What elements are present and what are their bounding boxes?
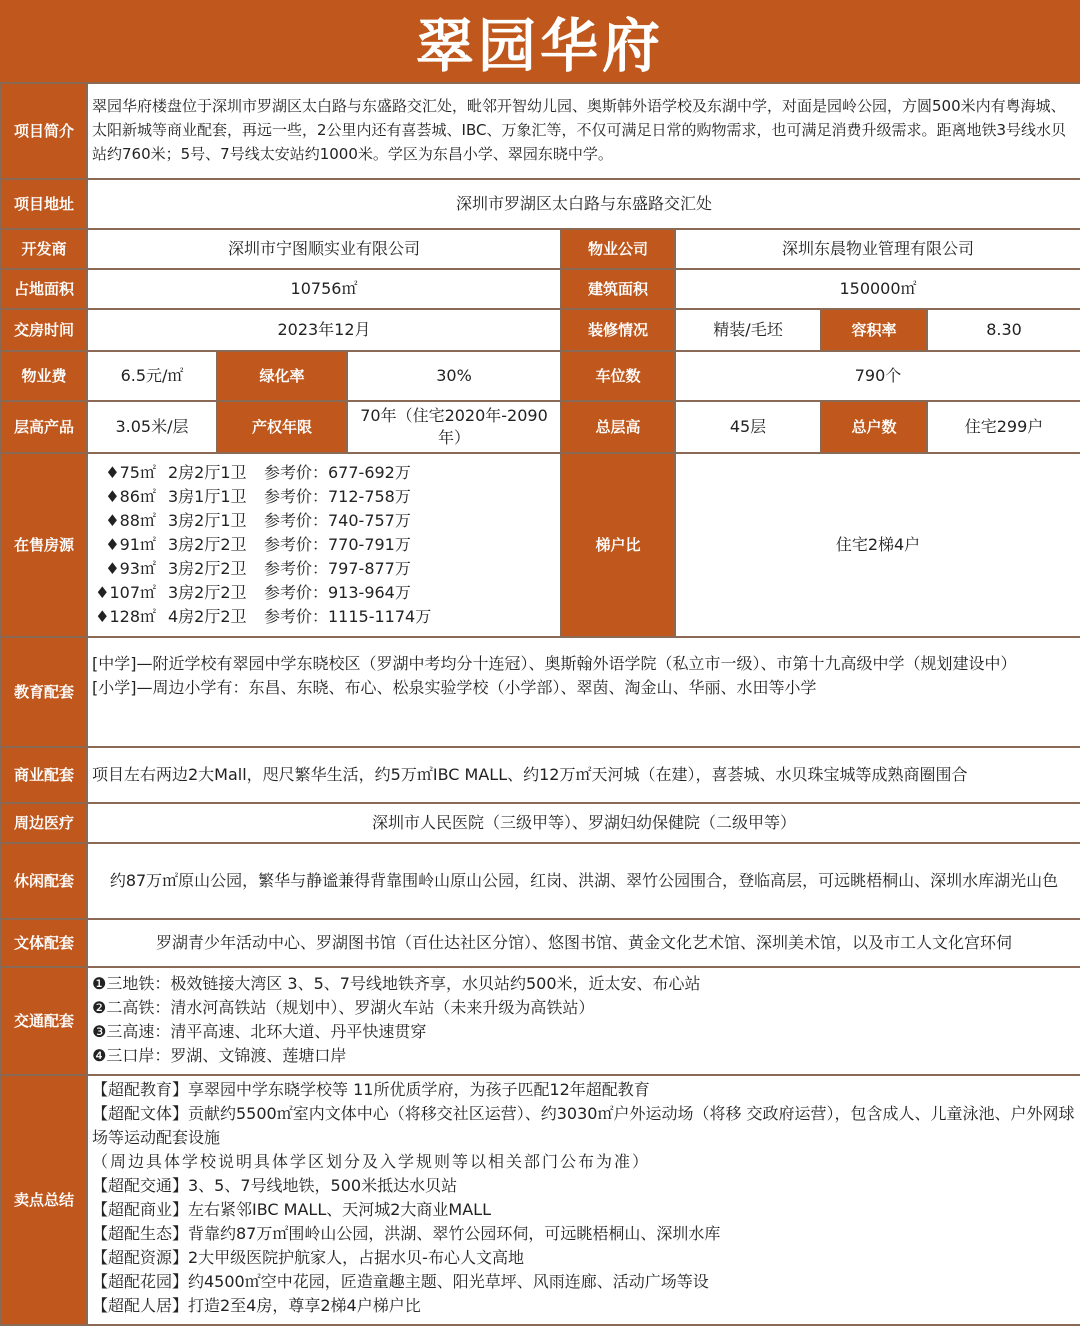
- unit-price: 参考价：740-757万: [264, 511, 411, 530]
- value-commerce: 项目左右两边2大Mall，咫尺繁华生活，约5万㎡IBC MALL、约12万㎡天河城（在建），喜荟城、水贝珠宝城等成熟商圈围合: [87, 747, 1080, 803]
- value-developer: 深圳市宁图顺实业有限公司: [87, 229, 561, 269]
- label-green-rate: 绿化率: [217, 351, 347, 401]
- edu-middle: [中学]—附近学校有翠园中学东晓校区（罗湖中考均分十连冠）、奥斯翰外语学院（私立市一级）、市第十九高级中学（规划建设中）: [92, 654, 1017, 673]
- value-elevator-ratio: 住宅2梯4户: [675, 453, 1080, 637]
- unit-price: 参考价：770-791万: [264, 535, 411, 554]
- unit-size: ♦107㎡: [95, 583, 156, 602]
- value-delivery: 2023年12月: [87, 309, 561, 351]
- label-tenure: 产权年限: [217, 401, 347, 453]
- row-leisure: [1, 843, 1080, 919]
- row-area: [1, 269, 1080, 309]
- value-total-floors: 45层: [675, 401, 821, 453]
- info-table: [0, 82, 1080, 1326]
- unit-item: [88, 509, 560, 533]
- value-green-rate: 30%: [347, 351, 561, 401]
- unit-price: 参考价：797-877万: [264, 559, 411, 578]
- summary-line: 【超配交通】3、5、7号线地铁，500米抵达水贝站: [92, 1176, 458, 1195]
- value-education: [87, 637, 1080, 747]
- value-decoration: 精装/毛坯: [675, 309, 821, 351]
- label-delivery: 交房时间: [1, 309, 87, 351]
- unit-type: 3房2厅2卫: [168, 583, 247, 602]
- label-land-area: 占地面积: [1, 269, 87, 309]
- value-parking: 790个: [675, 351, 1080, 401]
- label-parking: 车位数: [561, 351, 675, 401]
- label-property-fee: 物业费: [1, 351, 87, 401]
- label-traffic: 交通配套: [1, 967, 87, 1075]
- label-commerce: 商业配套: [1, 747, 87, 803]
- value-land-area: 10756㎡: [87, 269, 561, 309]
- unit-type: 3房2厅1卫: [168, 511, 247, 530]
- value-building-area: 150000㎡: [675, 269, 1080, 309]
- unit-size: ♦88㎡: [105, 511, 156, 530]
- label-decoration: 装修情况: [561, 309, 675, 351]
- label-floor-height: 层高产品: [1, 401, 87, 453]
- unit-type: 4房2厅2卫: [168, 607, 247, 626]
- summary-line: 【超配花园】约4500㎡空中花园，匠造童趣主题、阳光草坪、风雨连廊、活动广场等设: [92, 1272, 709, 1291]
- unit-size: ♦91㎡: [105, 535, 156, 554]
- label-intro: 项目简介: [1, 83, 87, 179]
- unit-type: 3房2厅2卫: [168, 559, 247, 578]
- unit-price: 参考价：1115-1174万: [264, 607, 432, 626]
- summary-line: 【超配商业】左右紧邻IBC MALL、天河城2大商业MALL: [92, 1200, 492, 1219]
- value-medical: 深圳市人民医院（三级甲等）、罗湖妇幼保健院（二级甲等）: [87, 803, 1080, 843]
- summary-line: 【超配文体】贡献约5500㎡室内文体中心（将移交社区运营）、约3030㎡户外运动场（将移 交政府运营），包含成人、儿童泳池、户外网球场等运动配套设施: [92, 1104, 1075, 1147]
- unit-item: [88, 533, 560, 557]
- label-address: 项目地址: [1, 179, 87, 229]
- unit-list-items: [88, 461, 560, 629]
- row-intro: [1, 83, 1080, 179]
- value-summary: [87, 1075, 1080, 1325]
- label-total-floors: 总层高: [561, 401, 675, 453]
- value-households: 住宅299户: [927, 401, 1080, 453]
- traffic-port: ❹三口岸：罗湖、文锦渡、莲塘口岸: [92, 1046, 347, 1065]
- unit-price: 参考价：677-692万: [264, 463, 411, 482]
- unit-item: [88, 581, 560, 605]
- value-intro: 翠园华府楼盘位于深圳市罗湖区太白路与东盛路交汇处，毗邻开智幼儿园、奥斯韩外语学校及东湖中学，对面是园岭公园，方圆500米内有粤海城、太阳新城等商业配套，再远一些，2公里内还有喜荟城、IBC、万象汇等，不仅可满足日常的购物需求，也可满足消费升级需求。距离地铁3号线水贝站约760米；5号、7号线太安站约1000米。学区为东昌小学、翠园东晓中学。: [87, 83, 1080, 179]
- unit-size: ♦128㎡: [95, 607, 156, 626]
- unit-size: ♦86㎡: [105, 487, 156, 506]
- unit-type: 2房2厅1卫: [168, 463, 247, 482]
- row-height: [1, 401, 1080, 453]
- row-biz: [1, 747, 1080, 803]
- summary-line: （周边具体学校说明具体学区划分及入学规则等以相关部门公布为准）: [92, 1152, 651, 1171]
- unit-item: [88, 605, 560, 629]
- traffic-metro: ❶三地铁：极效链接大湾区 3、5、7号线地铁齐享，水贝站约500米，近太安、布心站: [92, 974, 701, 993]
- label-summary: 卖点总结: [1, 1075, 87, 1325]
- label-building-area: 建筑面积: [561, 269, 675, 309]
- unit-item: [88, 461, 560, 485]
- value-address: 深圳市罗湖区太白路与东盛路交汇处: [87, 179, 1080, 229]
- unit-price: 参考价：913-964万: [264, 583, 411, 602]
- label-plot-ratio: 容积率: [821, 309, 927, 351]
- row-delivery: [1, 309, 1080, 351]
- value-floor-height: 3.05米/层: [87, 401, 217, 453]
- edu-primary: [小学]—周边小学有：东昌、东晓、布心、松泉实验学校（小学部）、翠茵、淘金山、华丽、水田等小学: [92, 678, 817, 697]
- label-culture: 文体配套: [1, 919, 87, 967]
- value-property-fee: 6.5元/㎡: [87, 351, 217, 401]
- summary-line: 【超配资源】2大甲级医院护航家人，占据水贝-布心人文高地: [92, 1248, 524, 1267]
- label-education: 教育配套: [1, 637, 87, 747]
- label-property-company: 物业公司: [561, 229, 675, 269]
- label-medical: 周边医疗: [1, 803, 87, 843]
- row-med: [1, 803, 1080, 843]
- unit-price: 参考价：712-758万: [264, 487, 411, 506]
- summary-line: 【超配教育】享翠园中学东晓学校等 11所优质学府，为孩子匹配12年超配教育: [92, 1080, 650, 1099]
- traffic-highway: ❸三高速：清平高速、北环大道、丹平快速贯穿: [92, 1022, 427, 1041]
- row-edu: [1, 637, 1080, 747]
- label-on-sale: 在售房源: [1, 453, 87, 637]
- value-leisure: 约87万㎡原山公园，繁华与静谧兼得背靠围岭山原山公园，红岗、洪湖、翠竹公园围合，登临高层，可远眺梧桐山、深圳水库湖光山色: [87, 843, 1080, 919]
- row-sale: [1, 453, 1080, 637]
- row-summary: [1, 1075, 1080, 1325]
- page-title: 翠园华府: [0, 0, 1080, 82]
- unit-list: [87, 453, 561, 637]
- label-elevator-ratio: 梯户比: [561, 453, 675, 637]
- value-culture: 罗湖青少年活动中心、罗湖图书馆（百仕达社区分馆）、悠图书馆、黄金文化艺术馆、深圳美术馆，以及市工人文化宫环伺: [87, 919, 1080, 967]
- label-leisure: 休闲配套: [1, 843, 87, 919]
- value-plot-ratio: 8.30: [927, 309, 1080, 351]
- unit-size: ♦75㎡: [105, 463, 156, 482]
- value-property-company: 深圳东晨物业管理有限公司: [675, 229, 1080, 269]
- summary-line: 【超配人居】打造2至4房，尊享2梯4户梯户比: [92, 1296, 421, 1315]
- label-developer: 开发商: [1, 229, 87, 269]
- row-culture: [1, 919, 1080, 967]
- unit-size: ♦93㎡: [105, 559, 156, 578]
- row-developer: [1, 229, 1080, 269]
- row-address: [1, 179, 1080, 229]
- label-households: 总户数: [821, 401, 927, 453]
- unit-type: 3房2厅2卫: [168, 535, 247, 554]
- value-tenure: 70年（住宅2020年-2090年）: [347, 401, 561, 453]
- unit-item: [88, 557, 560, 581]
- row-traffic: [1, 967, 1080, 1075]
- unit-item: [88, 485, 560, 509]
- row-fee: [1, 351, 1080, 401]
- traffic-rail: ❷二高铁：清水河高铁站（规划中）、罗湖火车站（未来升级为高铁站）: [92, 998, 595, 1017]
- unit-type: 3房1厅1卫: [168, 487, 247, 506]
- value-traffic: [87, 967, 1080, 1075]
- summary-line: 【超配生态】背靠约87万㎡围岭山公园，洪湖、翠竹公园环伺，可远眺梧桐山、深圳水库: [92, 1224, 721, 1243]
